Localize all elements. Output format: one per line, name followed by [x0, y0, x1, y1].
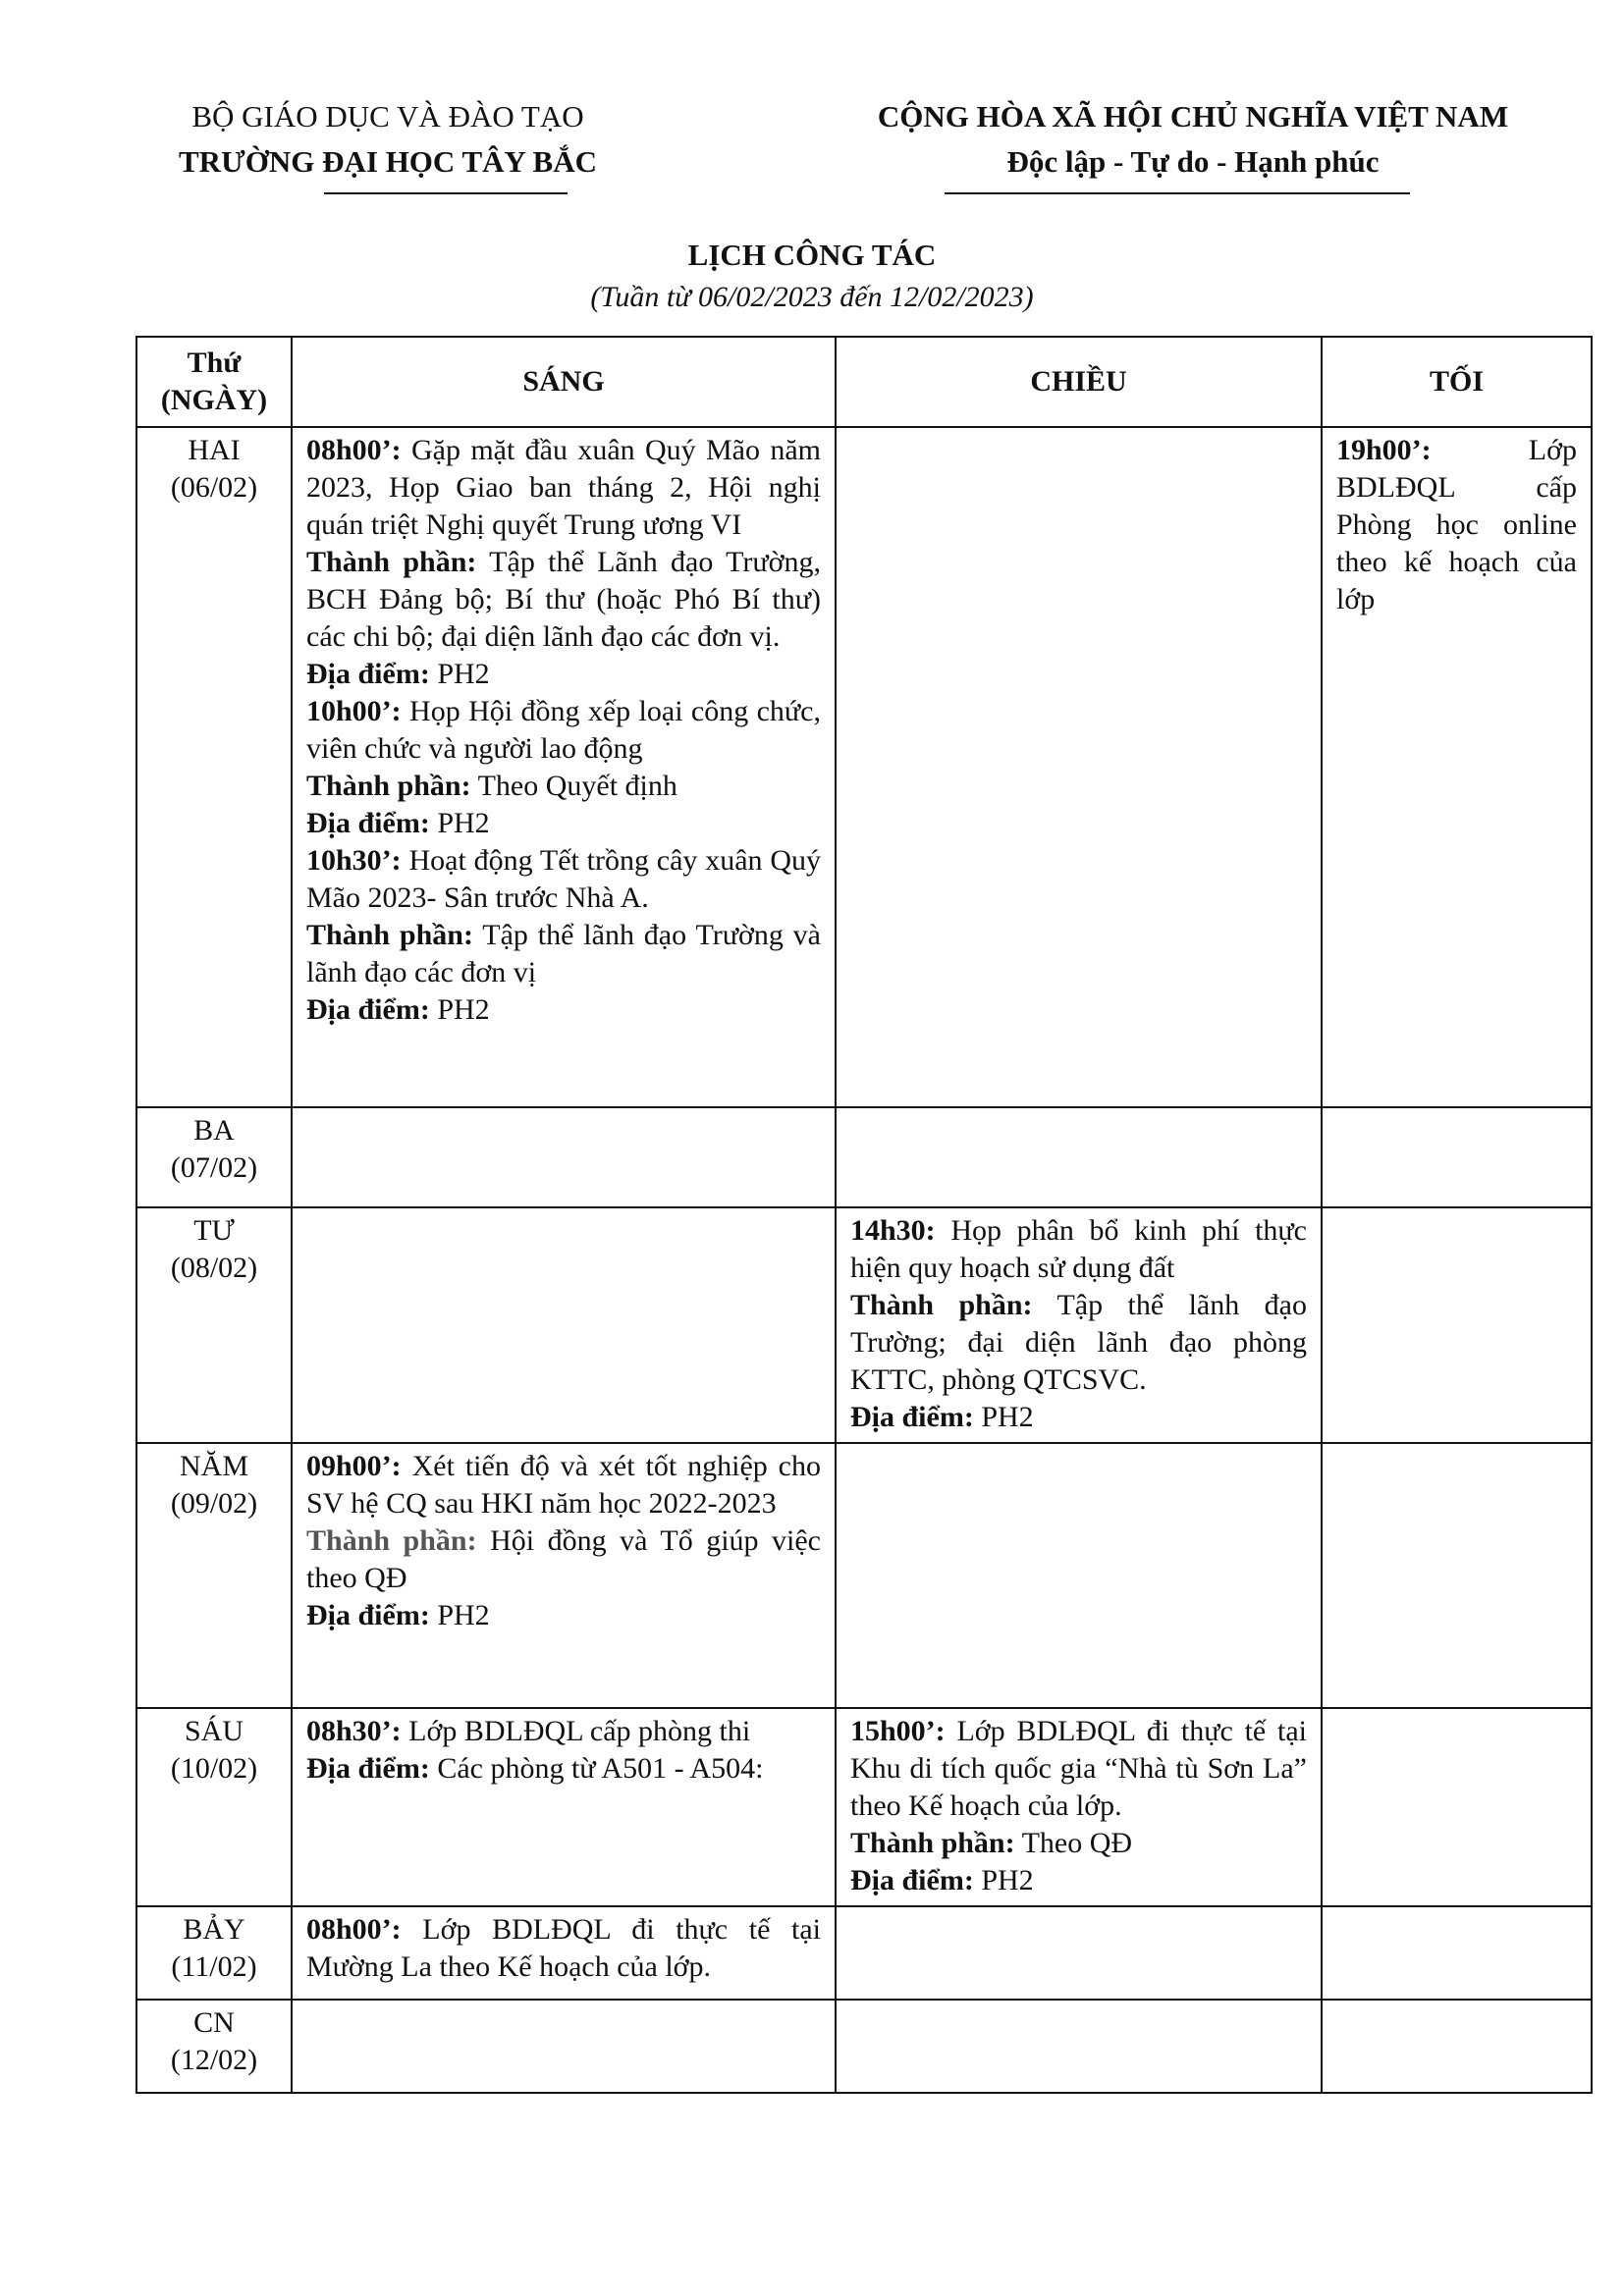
- location-text: PH2: [973, 1401, 1034, 1433]
- entry-text: Lớp BDLĐQL đi thực tế tại Khu di tích quốc gia “Nhà tù Sơn La” theo Kế hoạch của lớp.: [850, 1715, 1307, 1822]
- participants-text: Theo QĐ: [1014, 1827, 1133, 1859]
- entry-text: Gặp mặt đầu xuân Quý Mão năm 2023, Họp Giao ban tháng 2, Hội nghị quán triệt Nghị quyết Trung ương VI: [306, 434, 821, 541]
- entry-time: 14h30:: [850, 1214, 936, 1247]
- morning-cell: [292, 1107, 836, 1207]
- participants-label: Thành phần:: [306, 770, 471, 802]
- entry-time: 08h00’:: [306, 434, 402, 466]
- day-name: HAI: [188, 434, 241, 466]
- entry-time: 10h00’:: [306, 695, 402, 727]
- day-date: (08/02): [170, 1252, 258, 1284]
- entry-text: Lớp BDLĐQL đi thực tế tại Mường La theo Kế hoạch của lớp.: [306, 1913, 821, 1983]
- day-cell: [136, 1443, 292, 1708]
- afternoon-cell: [836, 1207, 1322, 1443]
- entry-time: 19h00’:: [1336, 434, 1432, 466]
- header-day-line1: Thứ: [187, 347, 242, 379]
- header-evening: TỐI: [1322, 337, 1592, 427]
- entry-text: Lớp BDLĐQL cấp phòng thi: [401, 1715, 751, 1747]
- university-name: TRƯỜNG ĐẠI HỌC TÂY BẮC: [179, 144, 597, 179]
- entry-text: Hoạt động Tết trồng cây xuân Quý Mão 2023- Sân trước Nhà A.: [306, 844, 821, 914]
- day-date: (09/02): [170, 1487, 258, 1520]
- participants-text: Tập thể lãnh đạo Trường và lãnh đạo các đơn vị: [306, 919, 821, 988]
- participants-text: Theo Quyết định: [470, 770, 677, 802]
- header-day-line2: (NGÀY): [160, 384, 268, 416]
- evening-cell: [1322, 427, 1592, 1107]
- table-header-row: [136, 337, 1592, 427]
- schedule-entry: [306, 1448, 821, 1634]
- morning-cell: [292, 1906, 836, 2000]
- morning-cell: [292, 1207, 836, 1443]
- entry-time: 08h00’:: [306, 1913, 402, 1946]
- header-morning: SÁNG: [292, 337, 836, 427]
- morning-cell: [292, 427, 836, 1107]
- afternoon-cell: [836, 1906, 1322, 2000]
- schedule-entry: [306, 693, 821, 842]
- entry-time: 08h30’:: [306, 1715, 402, 1747]
- participants-text: Tập thể lãnh đạo Trường; đại diện lãnh đạo phòng KTTC, phòng QTCSVC.: [850, 1289, 1307, 1396]
- entry-time: 09h00’:: [306, 1450, 402, 1482]
- morning-cell: [292, 1443, 836, 1708]
- location-label: Địa điểm:: [306, 1752, 430, 1785]
- entry-time: 10h30’:: [306, 844, 402, 877]
- day-name: SÁU: [184, 1715, 244, 1747]
- location-label: Địa điểm:: [306, 1599, 430, 1631]
- day-cell: [136, 427, 292, 1107]
- day-date: (07/02): [170, 1151, 258, 1184]
- day-name: BẢY: [183, 1913, 245, 1946]
- day-cell: [136, 1107, 292, 1207]
- table-row: [136, 1708, 1592, 1906]
- morning-cell: [292, 1708, 836, 1906]
- day-name: BA: [193, 1114, 235, 1147]
- day-cell: [136, 1708, 292, 1906]
- participants-label: Thành phần:: [306, 1524, 477, 1557]
- header-day: [136, 337, 292, 427]
- entry-text: Họp Hội đồng xếp loại công chức, viên chức và người lao động: [306, 695, 821, 765]
- header-afternoon: CHIỀU: [836, 337, 1322, 427]
- afternoon-cell: [836, 2000, 1322, 2093]
- entry-text: Xét tiến độ và xét tốt nghiệp cho SV hệ CQ sau HKI năm học 2022-2023: [306, 1450, 821, 1520]
- header-left: [128, 94, 648, 185]
- table-row: [136, 1906, 1592, 2000]
- location-label: Địa điểm:: [306, 807, 430, 839]
- table-row: [136, 1443, 1592, 1708]
- evening-cell: [1322, 1443, 1592, 1708]
- participants-label: Thành phần:: [306, 546, 477, 578]
- schedule-entry: [850, 1713, 1307, 1899]
- ministry-name: BỘ GIÁO DỤC VÀ ĐÀO TẠO: [191, 99, 584, 133]
- schedule-entry: [306, 432, 821, 693]
- participants-label: Thành phần:: [306, 919, 473, 951]
- participants-label: Thành phần:: [850, 1827, 1015, 1859]
- header-left-underline: [324, 192, 568, 194]
- afternoon-cell: [836, 1107, 1322, 1207]
- entry-time: 15h00’:: [850, 1715, 946, 1747]
- afternoon-cell: [836, 427, 1322, 1107]
- day-date: (06/02): [170, 471, 258, 504]
- location-text: PH2: [429, 1599, 490, 1631]
- day-name: NĂM: [179, 1450, 248, 1482]
- location-label: Địa điểm:: [850, 1401, 974, 1433]
- evening-cell: [1322, 1708, 1592, 1906]
- schedule-entry: [306, 1713, 821, 1788]
- evening-cell: [1322, 1906, 1592, 2000]
- day-cell: [136, 2000, 292, 2093]
- location-text: Các phòng từ A501 - A504:: [429, 1752, 764, 1785]
- location-label: Địa điểm:: [306, 993, 430, 1026]
- evening-cell: [1322, 2000, 1592, 2093]
- participants-label: Thành phần:: [850, 1289, 1033, 1321]
- schedule-entry: [306, 842, 821, 1029]
- day-date: (10/02): [170, 1752, 258, 1785]
- header-right-underline: [945, 192, 1410, 194]
- morning-cell: [292, 2000, 836, 2093]
- day-date: (12/02): [170, 2044, 258, 2076]
- document-subtitle: (Tuần từ 06/02/2023 đến 12/02/2023): [590, 281, 1034, 313]
- schedule-entry: [306, 1911, 821, 1986]
- location-text: PH2: [429, 807, 490, 839]
- location-text: PH2: [429, 993, 490, 1026]
- day-date: (11/02): [171, 1950, 257, 1983]
- evening-cell: [1322, 1207, 1592, 1443]
- entry-text: Họp phân bổ kinh phí thực hiện quy hoạch sử dụng đất: [850, 1214, 1307, 1284]
- country-name: CỘNG HÒA XÃ HỘI CHỦ NGHĨA VIỆT NAM: [877, 99, 1509, 133]
- table-row: [136, 427, 1592, 1107]
- location-text: PH2: [973, 1864, 1034, 1896]
- location-text: PH2: [429, 658, 490, 690]
- table-row: [136, 1207, 1592, 1443]
- participants-text: Tập thể Lãnh đạo Trường, BCH Đảng bộ; Bí thư (hoặc Phó Bí thư) các chi bộ; đại diện lãnh đạo các đơn vị.: [306, 546, 821, 653]
- national-motto: Độc lập - Tự do - Hạnh phúc: [1006, 144, 1380, 179]
- evening-cell: [1322, 1107, 1592, 1207]
- participants-text: Hội đồng và Tổ giúp việc theo QĐ: [306, 1524, 821, 1594]
- table-row: [136, 2000, 1592, 2093]
- day-cell: [136, 1207, 292, 1443]
- header-right: [835, 94, 1551, 185]
- afternoon-cell: [836, 1443, 1322, 1708]
- schedule-entry: [850, 1212, 1307, 1436]
- day-cell: [136, 1906, 292, 2000]
- location-label: Địa điểm:: [306, 658, 430, 690]
- location-label: Địa điểm:: [850, 1864, 974, 1896]
- schedule-table: [135, 336, 1593, 2094]
- document-title: LỊCH CÔNG TÁC: [687, 238, 937, 272]
- day-name: CN: [193, 2006, 235, 2039]
- afternoon-cell: [836, 1708, 1322, 1906]
- schedule-entry: [1336, 432, 1577, 618]
- entry-text: Lớp BDLĐQL cấp Phòng học online theo kế hoạch của lớp: [1336, 434, 1577, 615]
- table-row: [136, 1107, 1592, 1207]
- day-name: TƯ: [193, 1214, 235, 1247]
